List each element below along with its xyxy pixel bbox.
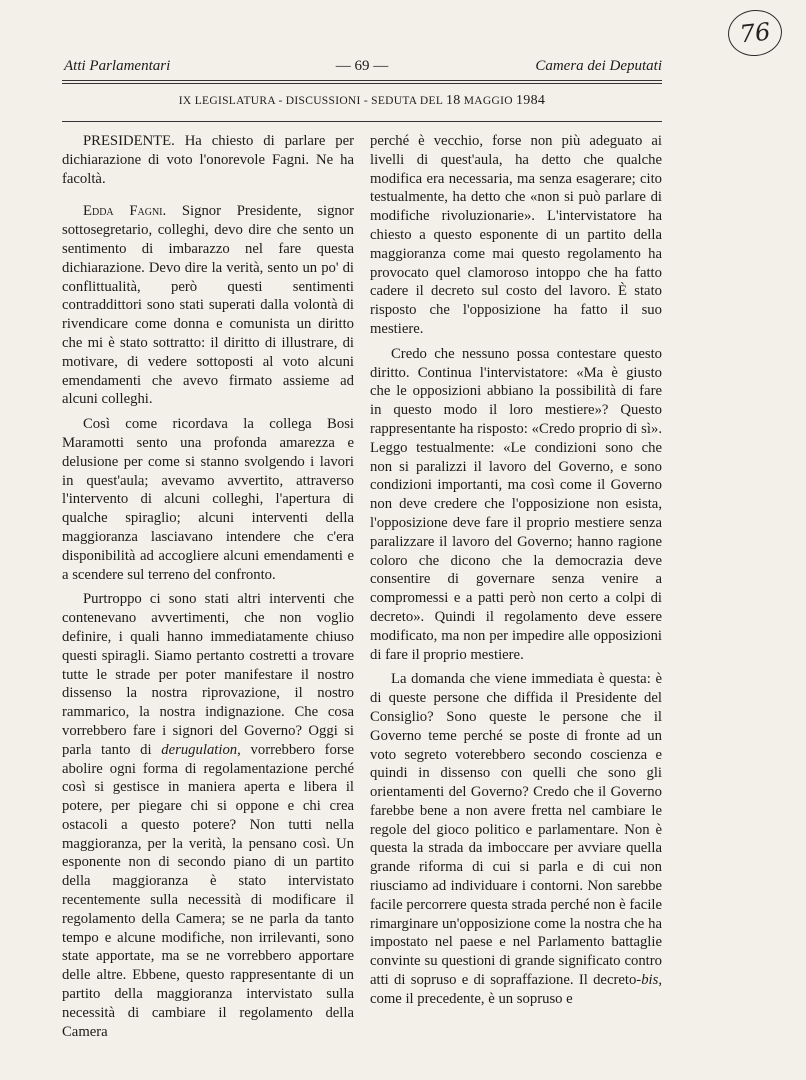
session-rule xyxy=(62,121,662,122)
header-rule-bottom xyxy=(62,83,662,84)
paragraph: Credo che nessuno possa contestare questo diritto. Continua l'intervistatore: «Ma è giusto che le opposizioni abbiano la possibilità di fare in questo modo il loro mestiere»? Questo rappresentante ha risposto: «Credo proprio di sì». Leggo testualmente: «Le condizioni sono che non si paralizzi il lavoro del Governo, e sono condizioni importanti, ma così come il Governo non deve credere che l'opposizione non esista, l'opposizione deve fare il proprio mestiere senza paralizzare il lavoro del Governo; hanno ragione coloro che dicono che la democrazia deve consentire di governare senza venire a compromessi e a patti però non certo a colpi di decreto». Quindi il regolamento deve essere modificato, ma non per impedire alle opposizioni di fare il proprio mestiere. xyxy=(370,345,662,663)
left-column xyxy=(62,132,354,1041)
header-page-number: — 69 — xyxy=(335,58,389,74)
right-column xyxy=(370,132,662,1009)
paragraph: Edda Fagni. Signor Presidente, signor sottosegretario, colleghi, devo dire che sento un sentimento di imbarazzo nel fare questa dichiarazione. Devo dire la verità, sento un po' di conflittualità, però questi sentimenti contraddittori sono stati superati dalla volontà di rivendicare come donna e comunista un diritto che mi è stato sottratto: il diritto di illustrare, di motivare, di vedere sottoposti al voto alcuni emendamenti che avevo firmato assieme ad alcuni colleghi. xyxy=(62,203,354,408)
handwritten-page-number: 76 xyxy=(726,7,785,58)
header-publication: Atti Parlamentari xyxy=(64,58,171,74)
speaker-name: Edda Fagni. xyxy=(83,203,167,220)
paragraph: perché è vecchio, forse non più adeguato ai livelli di quest'aula, ha detto che qualche modifica era necessaria, ma senza esagerare; cito testualmente, ha detto che «non si può parlare di modifiche rivoluzionarie». L'intervistatore ha chiesto a questo esponente di un partito della maggioranza come mai questo regolamento ha provocato quel clamoroso intoppo che ha fatto cadere il decreto sul costo del lavoro. È stato risposto che l'opposizione ha fatto il suo mestiere. xyxy=(370,133,662,337)
paragraph: PRESIDENTE. Ha chiesto di parlare per dichiarazione di voto l'onorevole Fagni. Ne ha facoltà. xyxy=(62,133,354,187)
paragraph: Così come ricordava la collega Bosi Maramotti sento una profonda amarezza e delusione per come si stanno svolgendo i lavori in quest'aula; avevamo avvertito, attraverso l'intervento di alcuni colleghi, l'apertura di qualche spiraglio; alcuni interventi della maggioranza lasciavano intendere che c'era disponibilità ad accogliere alcuni emendamenti e a scendere sul terreno del confronto. xyxy=(62,416,354,583)
session-month: MAGGIO xyxy=(463,95,513,107)
header-chamber: Camera dei Deputati xyxy=(535,58,662,74)
paragraph: Purtroppo ci sono stati altri interventi che contenevano avvertimenti, che non voglio definire, i quali hanno immediatamente chiuso questi spiragli. Siamo pertanto costretti a trovare tutte le strade per poter manifestare il nostro dissenso la nostra riprovazione, il nostro rammarico, la nostra indignazione. Che cosa vorrebbero fare i signori del Governo? Oggi si parla tanto di derugulation, vorrebbero forse abolire ogni forma di regolamentazione perché così si gestisce in maniera aperta e libera il potere, per piegare chi si oppone e chi crea ostacoli a questo potere? Non tutti nella maggioranza, per la verità, la pensano così. Un esponente non di secondo piano di un partito della maggioranza è stato intervistato recentemente sulla necessità di modificare il regolamento della Camera; se ne parla da tanto tempo e alcune modifiche, non irrilevanti, sono state apportate, ma se ne vorrebbero apportare delle altre. Ebbene, questo rappresentante di un partito della maggioranza intervistato sulla necessità di cambiare il regolamento della Camera xyxy=(62,591,354,1040)
italic-term: bis xyxy=(641,972,659,989)
paragraph: La domanda che viene immediata è questa: è di queste persone che diffida il Presidente del Consiglio? Sono queste le persone che il Governo teme perché se poste di fronte ad un voto segreto voterebbero secondo coscienza e quindi in dissenso con quelli che sono gli orientamenti del Governo? Credo che il Governo farebbe bene a non avere fretta nel cambiare le regole del gioco politico e parlamentare. Non è questa la strada da imboccare per avviare quella grande riforma di cui si parla e di cui non riusciamo ad individuare i contorni. Non sarebbe facile percorrere questa strada perché non è facile rimarginare un'opposizione come la nostra che ha impostato nel paese e nel Parlamento battaglie convinte su questioni di grande significato contro atti di sopruso e di sopraffazione. Il decreto-bis, come il precedente, è un sopruso e xyxy=(370,671,662,1007)
session-year: 1984 xyxy=(516,93,546,108)
header-rule-top xyxy=(62,80,662,81)
running-header xyxy=(62,56,662,78)
italic-term: derugulation xyxy=(161,741,238,758)
session-day: 18 xyxy=(445,93,461,108)
session-line xyxy=(62,93,662,109)
session-prefix: IX LEGISLATURA - DISCUSSIONI - SEDUTA DEL xyxy=(178,95,443,107)
